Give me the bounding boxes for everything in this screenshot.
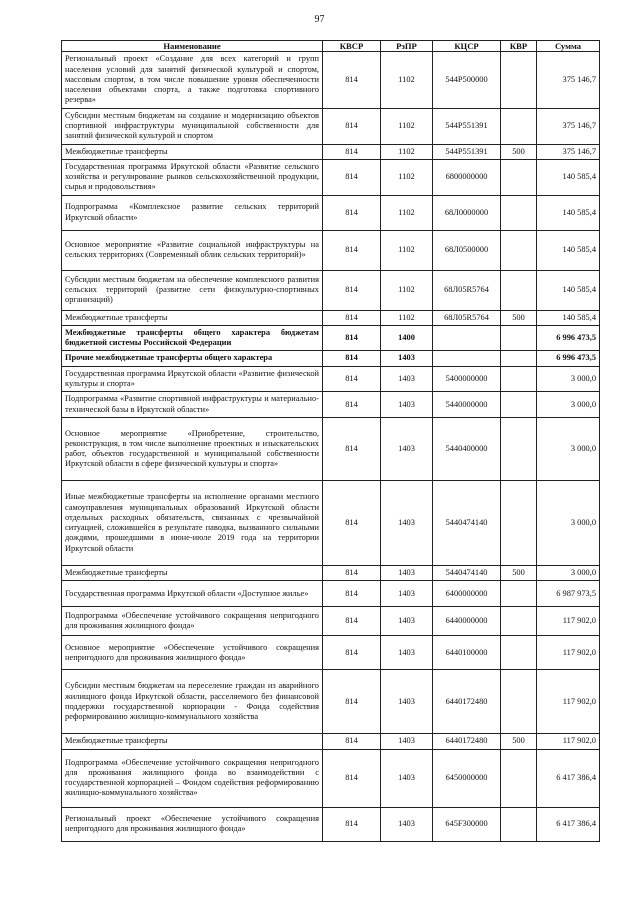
cell-kcsr: [433, 351, 501, 366]
cell-sum: 117 902,0: [537, 670, 600, 734]
cell-name: Основное мероприятие «Обеспечение устойчивого сокращения непригодного для проживания жилищного фонда»: [62, 636, 323, 670]
cell-kvsr: 814: [323, 325, 381, 351]
cell-kcsr: 5440400000: [433, 418, 501, 481]
header-kvr: КВР: [501, 41, 537, 52]
table-row: [62, 230, 600, 270]
cell-kvr: [501, 366, 537, 392]
cell-kcsr: 5440000000: [433, 392, 501, 418]
table-row: [62, 418, 600, 481]
cell-sum: 117 902,0: [537, 607, 600, 636]
cell-kcsr: 5440474140: [433, 566, 501, 581]
cell-rzpr: 1102: [381, 144, 433, 159]
cell-kcsr: 5400000000: [433, 366, 501, 392]
cell-kvsr: 814: [323, 52, 381, 108]
cell-name: Подпрограмма «Развитие спортивной инфраструктуры и материально- технической базы в Иркутской области»: [62, 392, 323, 418]
cell-sum: 6 996 473,5: [537, 325, 600, 351]
cell-rzpr: 1102: [381, 270, 433, 310]
cell-kvsr: 814: [323, 734, 381, 749]
cell-name: Субсидии местным бюджетам на создание и модернизацию объектов спортивной инфраструктуры муниципальной собственности для занятий физической культурой и спортом: [62, 108, 323, 144]
cell-name: Субсидии местным бюджетам на переселение граждан из аварийного жилищного фонда Иркутской области, расселяемого без финансовой поддержки государственной корпорации - Фонда содействия реформированию жилищно-коммунального хозяйства: [62, 670, 323, 734]
cell-name: Межбюджетные трансферты общего характера бюджетам бюджетной системы Российской Федерации: [62, 325, 323, 351]
page-number: 97: [314, 14, 325, 25]
cell-kcsr: 6440100000: [433, 636, 501, 670]
cell-kvr: [501, 418, 537, 481]
table-row: [62, 159, 600, 195]
cell-rzpr: 1102: [381, 230, 433, 270]
cell-name: Межбюджетные трансферты: [62, 144, 323, 159]
cell-kvsr: 814: [323, 144, 381, 159]
cell-rzpr: 1403: [381, 392, 433, 418]
cell-sum: 117 902,0: [537, 734, 600, 749]
header-rzpr: РзПР: [381, 41, 433, 52]
cell-sum: 140 585,4: [537, 195, 600, 230]
cell-kcsr: 68Л0500000: [433, 230, 501, 270]
cell-rzpr: 1403: [381, 749, 433, 807]
cell-sum: 375 146,7: [537, 52, 600, 108]
cell-kcsr: 68Л05R5764: [433, 310, 501, 325]
cell-kcsr: 645F300000: [433, 807, 501, 841]
cell-sum: 375 146,7: [537, 108, 600, 144]
cell-name: Государственная программа Иркутской области «Развитие сельского хозяйства и регулирование рынков сельскохозяйственной продукции, сырья и продовольствия»: [62, 159, 323, 195]
cell-rzpr: 1403: [381, 366, 433, 392]
cell-sum: 140 585,4: [537, 230, 600, 270]
cell-kvsr: 814: [323, 270, 381, 310]
cell-name: Региональный проект «Создание для всех категорий и групп населения условий для занятий физической культурой и спортом, массовым спортом, в том числе повышение уровня обеспеченности населения объектами спорта, а также подготовка спортивного резерва»: [62, 52, 323, 108]
cell-kvr: [501, 636, 537, 670]
cell-name: Иные межбюджетные трансферты на исполнение органами местного самоуправления муниципальных образований Иркутской области отдельных расходных обязательств, связанных с чрезвычайной ситуацией, сложившейся в результате паводка, вызванного сильными дождями, прошедшими в июне-июле 2019 года на территории Иркутской области: [62, 481, 323, 566]
cell-kvsr: 814: [323, 310, 381, 325]
cell-kcsr: [433, 325, 501, 351]
cell-name: Основное мероприятие «Развитие социальной инфраструктуры на сельских территориях (Современный облик сельских территорий)»: [62, 230, 323, 270]
table-row: [62, 607, 600, 636]
cell-sum: 6 996 473,5: [537, 351, 600, 366]
table-row: [62, 636, 600, 670]
cell-rzpr: 1403: [381, 351, 433, 366]
cell-rzpr: 1403: [381, 734, 433, 749]
cell-sum: 6 417 386,4: [537, 807, 600, 841]
cell-kvsr: 814: [323, 108, 381, 144]
cell-name: Прочие межбюджетные трансферты общего характера: [62, 351, 323, 366]
table-row: [62, 366, 600, 392]
cell-name: Подпрограмма «Комплексное развитие сельских территорий Иркутской области»: [62, 195, 323, 230]
header-kvsr: КВСР: [323, 41, 381, 52]
cell-sum: 140 585,4: [537, 270, 600, 310]
cell-rzpr: 1102: [381, 310, 433, 325]
cell-rzpr: 1403: [381, 607, 433, 636]
cell-kcsr: 6400000000: [433, 581, 501, 607]
table-row: [62, 749, 600, 807]
cell-rzpr: 1102: [381, 195, 433, 230]
cell-sum: 140 585,4: [537, 159, 600, 195]
table-row: [62, 566, 600, 581]
cell-kvr: [501, 807, 537, 841]
cell-kvr: [501, 351, 537, 366]
table-row: [62, 392, 600, 418]
cell-kvr: 500: [501, 310, 537, 325]
cell-rzpr: 1102: [381, 108, 433, 144]
cell-kcsr: 544P500000: [433, 52, 501, 108]
cell-kvsr: 814: [323, 670, 381, 734]
cell-kvsr: 814: [323, 366, 381, 392]
cell-kvsr: 814: [323, 607, 381, 636]
cell-kcsr: 6440172480: [433, 734, 501, 749]
table-row: [62, 734, 600, 749]
cell-name: Межбюджетные трансферты: [62, 566, 323, 581]
cell-sum: 3 000,0: [537, 366, 600, 392]
cell-kvr: [501, 108, 537, 144]
table-row: [62, 144, 600, 159]
cell-name: Подпрограмма «Обеспечение устойчивого сокращения непригодного для проживания жилищного фонда во взаимодействии с государственной корпорацией – Фондом содействия реформированию жилищно-коммунального хозяйства»: [62, 749, 323, 807]
cell-name: Межбюджетные трансферты: [62, 310, 323, 325]
cell-kvr: [501, 325, 537, 351]
cell-kcsr: 6440000000: [433, 607, 501, 636]
cell-sum: 375 146,7: [537, 144, 600, 159]
budget-table: [61, 40, 600, 842]
table-header-row: [62, 41, 600, 52]
cell-kvr: [501, 270, 537, 310]
cell-kvr: [501, 749, 537, 807]
cell-kvr: [501, 670, 537, 734]
cell-kcsr: 6440172480: [433, 670, 501, 734]
cell-name: Основное мероприятие «Приобретение, строительство, реконструкция, в том числе выполнение проектных и изыскательских работ, объектов государственной и муниципальной собственности Иркутской области в сфере физической культуры и спорта»: [62, 418, 323, 481]
cell-kvsr: 814: [323, 195, 381, 230]
cell-sum: 3 000,0: [537, 566, 600, 581]
table-row: [62, 807, 600, 841]
cell-kvr: 500: [501, 144, 537, 159]
cell-rzpr: 1102: [381, 52, 433, 108]
header-name: Наименование: [62, 41, 323, 52]
table-row: [62, 108, 600, 144]
cell-kvr: [501, 481, 537, 566]
cell-name: Государственная программа Иркутской области «Развитие физической культуры и спорта»: [62, 366, 323, 392]
cell-rzpr: 1403: [381, 418, 433, 481]
cell-kvsr: 814: [323, 159, 381, 195]
cell-sum: 6 987 973,5: [537, 581, 600, 607]
table-row: [62, 351, 600, 366]
cell-sum: 140 585,4: [537, 310, 600, 325]
header-sum: Сумма: [537, 41, 600, 52]
cell-kvsr: 814: [323, 481, 381, 566]
cell-kvsr: 814: [323, 351, 381, 366]
cell-kvr: [501, 581, 537, 607]
cell-sum: 3 000,0: [537, 418, 600, 481]
cell-kvsr: 814: [323, 566, 381, 581]
cell-sum: 6 417 386,4: [537, 749, 600, 807]
cell-kcsr: 544P551391: [433, 144, 501, 159]
cell-kvsr: 814: [323, 636, 381, 670]
cell-kcsr: 6450000000: [433, 749, 501, 807]
cell-kvr: [501, 159, 537, 195]
cell-kvsr: 814: [323, 749, 381, 807]
cell-kvr: [501, 230, 537, 270]
table-row: [62, 195, 600, 230]
cell-rzpr: 1400: [381, 325, 433, 351]
cell-kcsr: 544P551391: [433, 108, 501, 144]
cell-rzpr: 1403: [381, 581, 433, 607]
table-row: [62, 270, 600, 310]
cell-sum: 3 000,0: [537, 392, 600, 418]
cell-kvsr: 814: [323, 581, 381, 607]
header-kcsr: КЦСР: [433, 41, 501, 52]
cell-kvr: [501, 392, 537, 418]
cell-rzpr: 1102: [381, 159, 433, 195]
cell-kvsr: 814: [323, 230, 381, 270]
cell-rzpr: 1403: [381, 670, 433, 734]
cell-name: Государственная программа Иркутской области «Доступное жилье»: [62, 581, 323, 607]
cell-name: Подпрограмма «Обеспечение устойчивого сокращения непригодного для проживания жилищного фонда»: [62, 607, 323, 636]
table-row: [62, 670, 600, 734]
cell-kvr: 500: [501, 566, 537, 581]
table-row: [62, 481, 600, 566]
cell-rzpr: 1403: [381, 481, 433, 566]
table-row: [62, 325, 600, 351]
cell-name: Субсидии местным бюджетам на обеспечение комплексного развития сельских территорий (развитие сети физкультурно-спортивных организаций): [62, 270, 323, 310]
cell-kvsr: 814: [323, 807, 381, 841]
cell-name: Межбюджетные трансферты: [62, 734, 323, 749]
cell-kvr: 500: [501, 734, 537, 749]
table-body: [62, 52, 600, 841]
cell-rzpr: 1403: [381, 807, 433, 841]
cell-kvsr: 814: [323, 392, 381, 418]
cell-sum: 3 000,0: [537, 481, 600, 566]
cell-kcsr: 68Л0000000: [433, 195, 501, 230]
cell-kvr: [501, 195, 537, 230]
cell-rzpr: 1403: [381, 566, 433, 581]
cell-kvsr: 814: [323, 418, 381, 481]
cell-kcsr: 68Л05R5764: [433, 270, 501, 310]
cell-kcsr: 6800000000: [433, 159, 501, 195]
cell-name: Региональный проект «Обеспечение устойчивого сокращения непригодного для проживания жилищного фонда»: [62, 807, 323, 841]
cell-kvr: [501, 52, 537, 108]
cell-sum: 117 902,0: [537, 636, 600, 670]
table-row: [62, 581, 600, 607]
cell-kcsr: 5440474140: [433, 481, 501, 566]
cell-kvr: [501, 607, 537, 636]
table-row: [62, 52, 600, 108]
table-row: [62, 310, 600, 325]
cell-rzpr: 1403: [381, 636, 433, 670]
